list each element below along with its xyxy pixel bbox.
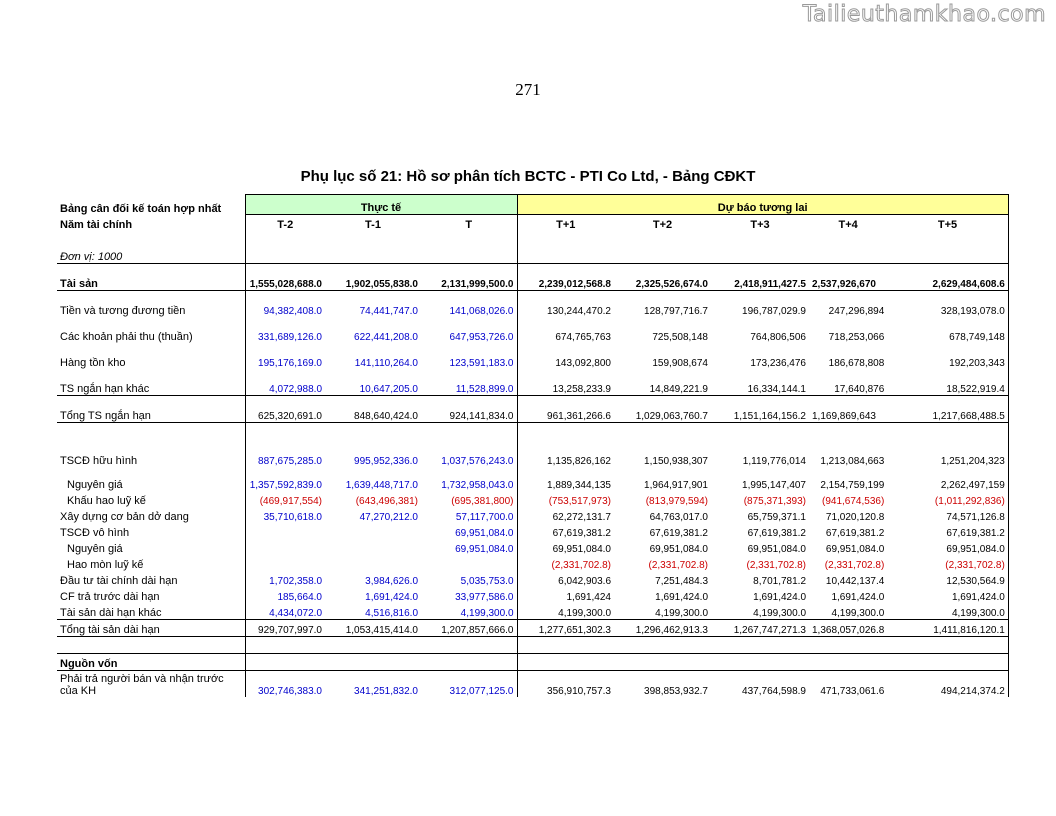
row-label: Xây dựng cơ bản dở dang <box>60 511 189 523</box>
row-label <box>57 671 245 698</box>
row-label: TS ngắn hạn khác <box>60 383 150 395</box>
value-cell: 1,964,917,901 <box>644 480 708 491</box>
value-cell: 471,733,061.6 <box>820 686 885 697</box>
row-xdcb <box>57 507 1008 523</box>
col-header: T+2 <box>614 215 711 232</box>
value-cell: 2,239,012,568.8 <box>517 264 614 291</box>
row-phai-tra <box>57 671 1008 698</box>
row-label-line-2: của KH <box>60 685 97 697</box>
row-label: Hàng tồn kho <box>60 357 126 369</box>
value-cell: 1,251,204,323 <box>887 447 1008 467</box>
value-cell: 1,169,869,643 <box>809 396 887 423</box>
unit-row <box>57 231 1008 264</box>
value-cell: 47,270,212.0 <box>359 512 418 523</box>
value-cell: 69,951,084.0 <box>747 544 806 555</box>
row-label-line-1: Phải trả người bán và nhận trước <box>60 673 224 685</box>
value-cell: 4,516,816.0 <box>365 608 418 619</box>
value-cell: 94,382,408.0 <box>245 291 325 318</box>
value-cell: 12,530,564.9 <box>887 571 1008 587</box>
value-cell: 6,042,903.6 <box>517 571 614 587</box>
value-cell <box>245 539 325 555</box>
value-cell: 195,176,169.0 <box>245 343 325 369</box>
value-cell: 3,984,626.0 <box>365 576 418 587</box>
value-cell: 1,995,147,407 <box>742 480 806 491</box>
page-number: 271 <box>515 80 541 99</box>
value-cell: 2,537,926,670 <box>809 264 887 291</box>
value-cell: 1,357,592,839.0 <box>245 467 325 491</box>
col-header: T+1 <box>517 215 614 232</box>
value-cell: 2,262,497,159 <box>887 467 1008 491</box>
row-label: TSCĐ hữu hình <box>60 455 138 467</box>
value-cell: 887,675,285.0 <box>245 447 325 467</box>
row-ts-ngan-han-khac <box>57 369 1008 396</box>
row-label: Tài sản <box>57 264 245 291</box>
value-cell: 1,037,576,243.0 <box>441 456 514 467</box>
value-cell: 1,902,055,838.0 <box>325 264 421 291</box>
value-cell: 961,361,266.6 <box>517 396 614 423</box>
value-cell: 67,619,381.2 <box>887 523 1008 539</box>
value-cell: 4,199,300.0 <box>753 608 806 619</box>
value-cell: 69,951,084.0 <box>825 544 885 555</box>
value-cell: 1,029,063,760.7 <box>614 396 711 423</box>
row-cf-tra-truoc <box>57 587 1008 603</box>
value-cell: (2,331,702.8) <box>648 560 708 571</box>
value-cell: 64,763,017.0 <box>649 512 708 523</box>
value-cell: 173,236,476 <box>750 358 806 369</box>
value-cell: (2,331,702.8) <box>887 555 1008 571</box>
value-cell <box>325 523 421 539</box>
value-cell: 69,951,084.0 <box>455 544 514 555</box>
value-cell: 13,258,233.9 <box>517 369 614 396</box>
value-cell: 196,787,029.9 <box>711 291 809 318</box>
value-cell: 74,571,126.8 <box>887 507 1008 523</box>
row-tong-tai-san-dai-han <box>57 620 1008 637</box>
value-cell: 1,119,776,014 <box>742 456 806 467</box>
value-cell: 1,150,938,307 <box>644 456 708 467</box>
value-cell: 1,889,344,135 <box>517 467 614 491</box>
value-cell: 69,951,084.0 <box>887 539 1008 555</box>
value-cell: 1,691,424.0 <box>365 592 418 603</box>
value-cell <box>421 555 517 571</box>
spacer-row <box>57 423 1008 448</box>
value-cell <box>245 523 325 539</box>
value-cell: 764,806,506 <box>750 332 806 343</box>
value-cell: (2,331,702.8) <box>824 560 885 571</box>
value-cell: 1,555,028,688.0 <box>245 264 325 291</box>
group-actual: Thực tế <box>245 195 517 215</box>
value-cell: 1,296,462,913.3 <box>614 620 711 637</box>
watermark: Tailieuthamkhao.com <box>802 2 1046 27</box>
value-cell: 4,434,072.0 <box>245 603 325 620</box>
value-cell: 331,689,126.0 <box>245 317 325 343</box>
row-tong-ts-ngan-han <box>57 396 1008 423</box>
value-cell: 74,441,747.0 <box>325 291 421 318</box>
row-tscd-huu-hinh <box>57 447 1008 467</box>
value-cell: 7,251,484.3 <box>655 576 708 587</box>
value-cell: 848,640,424.0 <box>325 396 421 423</box>
row-tscd-vo-hinh <box>57 523 1008 539</box>
row-label: Khấu hao luỹ kế <box>67 495 146 507</box>
row-label: Tổng tài sản dài hạn <box>57 620 245 637</box>
value-cell: 995,952,336.0 <box>354 456 418 467</box>
value-cell <box>325 539 421 555</box>
row-label: Tài sản dài hạn khác <box>60 607 162 619</box>
value-cell <box>245 555 325 571</box>
value-cell: 1,213,084,663 <box>820 456 885 467</box>
value-cell: 398,853,932.7 <box>644 686 708 697</box>
value-cell: 718,253,066 <box>828 332 885 343</box>
value-cell: 69,951,084.0 <box>649 544 708 555</box>
value-cell: 302,746,383.0 <box>245 671 325 698</box>
value-cell: 67,619,381.2 <box>747 528 806 539</box>
value-cell: 69,951,084.0 <box>455 528 514 539</box>
value-cell: 18,522,919.4 <box>887 369 1008 396</box>
value-cell: 11,528,899.0 <box>455 384 514 395</box>
value-cell: 141,110,264.0 <box>354 358 418 369</box>
row-hao-mon <box>57 555 1008 571</box>
row-ts-dai-han-khac <box>57 603 1008 620</box>
value-cell: 69,951,084.0 <box>517 539 614 555</box>
value-cell: 437,764,598.9 <box>742 686 806 697</box>
value-cell: 10,647,205.0 <box>359 384 418 395</box>
value-cell: 1,691,424.0 <box>887 587 1008 603</box>
col-header: T+3 <box>711 215 809 232</box>
value-cell: 647,953,726.0 <box>449 332 514 343</box>
value-cell: 1,207,857,666.0 <box>421 620 517 637</box>
value-cell: (643,496,381) <box>355 496 418 507</box>
value-cell: 4,199,300.0 <box>831 608 885 619</box>
value-cell: 185,664.0 <box>245 587 325 603</box>
value-cell: 4,199,300.0 <box>655 608 708 619</box>
row-tai-san <box>57 264 1008 291</box>
value-cell: 622,441,208.0 <box>354 332 418 343</box>
row-label: Nguyên giá <box>67 479 123 491</box>
row-nguyen-gia-2 <box>57 539 1008 555</box>
value-cell: 1,732,958,043.0 <box>441 480 514 491</box>
value-cell: (813,979,594) <box>645 496 708 507</box>
row-label: Các khoản phải thu (thuần) <box>60 331 193 343</box>
col-header: T+4 <box>809 215 887 232</box>
value-cell: 14,849,221.9 <box>649 384 708 395</box>
value-cell: (695,381,800) <box>451 496 514 507</box>
value-cell: 141,068,026.0 <box>421 291 517 318</box>
col-header: T+5 <box>887 215 1008 232</box>
value-cell: 1,702,358.0 <box>245 571 325 587</box>
value-cell: 625,320,691.0 <box>245 396 325 423</box>
value-cell: 128,797,716.7 <box>614 291 711 318</box>
value-cell: 1,053,415,414.0 <box>325 620 421 637</box>
value-cell: 1,277,651,302.3 <box>517 620 614 637</box>
page-title: Phụ lục số 21: Hồ sơ phân tích BCTC - PTI Co Ltd, - Bảng CĐKT <box>300 168 756 185</box>
value-cell: (753,517,973) <box>517 491 614 507</box>
row-ton-kho <box>57 343 1008 369</box>
row-dau-tu <box>57 571 1008 587</box>
value-cell: 4,199,300.0 <box>887 603 1008 620</box>
value-cell: 57,117,700.0 <box>455 512 514 523</box>
value-cell: 341,251,832.0 <box>354 686 418 697</box>
value-cell: 10,442,137.4 <box>825 576 885 587</box>
value-cell: 159,908,674 <box>652 358 708 369</box>
row-tien <box>57 291 1008 318</box>
value-cell: 1,217,668,488.5 <box>887 396 1008 423</box>
value-cell: 929,707,997.0 <box>245 620 325 637</box>
value-cell: 186,678,808 <box>828 358 885 369</box>
value-cell: 8,701,781.2 <box>753 576 806 587</box>
value-cell: 1,639,448,717.0 <box>345 480 418 491</box>
value-cell: 2,325,526,674.0 <box>614 264 711 291</box>
year-label: Năm tài chính <box>60 219 133 231</box>
value-cell: 678,749,148 <box>887 317 1008 343</box>
value-cell: (875,371,393) <box>743 496 806 507</box>
row-nguon-von <box>57 654 1008 671</box>
spacer-row <box>57 637 1008 654</box>
col-header: T <box>421 215 517 232</box>
value-cell: 725,508,148 <box>652 332 708 343</box>
value-cell: 356,910,757.3 <box>517 671 614 698</box>
col-header: T-1 <box>325 215 421 232</box>
value-cell: 1,267,747,271.3 <box>711 620 809 637</box>
value-cell: 33,977,586.0 <box>455 592 514 603</box>
unit-label: Đơn vị: 1000 <box>60 251 123 263</box>
value-cell: (941,674,536) <box>822 496 885 507</box>
value-cell: 71,020,120.8 <box>825 512 885 523</box>
value-cell: 67,619,381.2 <box>649 528 708 539</box>
value-cell: 123,591,183.0 <box>449 358 514 369</box>
value-cell: (469,917,554) <box>245 491 325 507</box>
value-cell: 4,072,988.0 <box>245 369 325 396</box>
value-cell: 35,710,618.0 <box>245 507 325 523</box>
row-label: Tiền và tương đương tiền <box>57 291 245 318</box>
row-label: Nguyên giá <box>67 543 123 555</box>
section-label: Nguồn vốn <box>57 654 245 671</box>
value-cell: 1,691,424.0 <box>655 592 708 603</box>
value-cell: 2,154,759,199 <box>820 480 885 491</box>
value-cell: 192,203,343 <box>887 343 1008 369</box>
value-cell: 1,411,816,120.1 <box>887 620 1008 637</box>
value-cell: 924,141,834.0 <box>421 396 517 423</box>
value-cell: (1,011,292,836) <box>887 491 1008 507</box>
value-cell: 2,629,484,608.6 <box>887 264 1008 291</box>
row-nguyen-gia <box>57 467 1008 491</box>
value-cell: 67,619,381.2 <box>825 528 885 539</box>
value-cell: 494,214,374.2 <box>887 671 1008 698</box>
row-phai-thu <box>57 317 1008 343</box>
value-cell: 2,131,999,500.0 <box>421 264 517 291</box>
value-cell: 4,199,300.0 <box>460 608 514 619</box>
value-cell: 65,759,371.1 <box>747 512 806 523</box>
value-cell: 2,418,911,427.5 <box>711 264 809 291</box>
value-cell: (2,331,702.8) <box>517 555 614 571</box>
row-label: Hao mòn luỹ kế <box>67 559 144 571</box>
row-label: CF trả trước dài hạn <box>60 591 160 603</box>
value-cell: 62,272,131.7 <box>517 507 614 523</box>
value-cell: 16,334,144.1 <box>747 384 806 395</box>
value-cell <box>325 555 421 571</box>
value-cell: 674,765,763 <box>517 317 614 343</box>
value-cell: 247,296,894 <box>809 291 887 318</box>
value-cell: 1,691,424.0 <box>831 592 885 603</box>
value-cell: 328,193,078.0 <box>887 291 1008 318</box>
value-cell: 67,619,381.2 <box>517 523 614 539</box>
value-cell: 130,244,470.2 <box>517 291 614 318</box>
value-cell: (2,331,702.8) <box>746 560 806 571</box>
value-cell: 143,092,800 <box>517 343 614 369</box>
value-cell: 4,199,300.0 <box>517 603 614 620</box>
value-cell: 17,640,876 <box>834 384 885 395</box>
sheet-label: Bảng cân đối kế toán hợp nhất <box>60 202 222 215</box>
value-cell: 1,691,424.0 <box>753 592 806 603</box>
value-cell: 1,691,424 <box>517 587 614 603</box>
row-label: Tổng TS ngắn hạn <box>57 396 245 423</box>
value-cell: 1,368,057,026.8 <box>809 620 887 637</box>
balance-sheet-table <box>57 194 1009 697</box>
value-cell: 312,077,125.0 <box>449 686 514 697</box>
row-label: TSCĐ vô hình <box>60 527 130 539</box>
header-row-years <box>57 215 1008 232</box>
row-label: Đầu tư tài chính dài hạn <box>60 575 178 587</box>
header-row-groups <box>57 195 1008 215</box>
group-forecast: Dự báo tương lai <box>517 195 1008 215</box>
row-khau-hao <box>57 491 1008 507</box>
value-cell: 1,135,826,162 <box>517 447 614 467</box>
col-header: T-2 <box>245 215 325 232</box>
value-cell: 1,151,164,156.2 <box>711 396 809 423</box>
value-cell: 5,035,753.0 <box>460 576 514 587</box>
